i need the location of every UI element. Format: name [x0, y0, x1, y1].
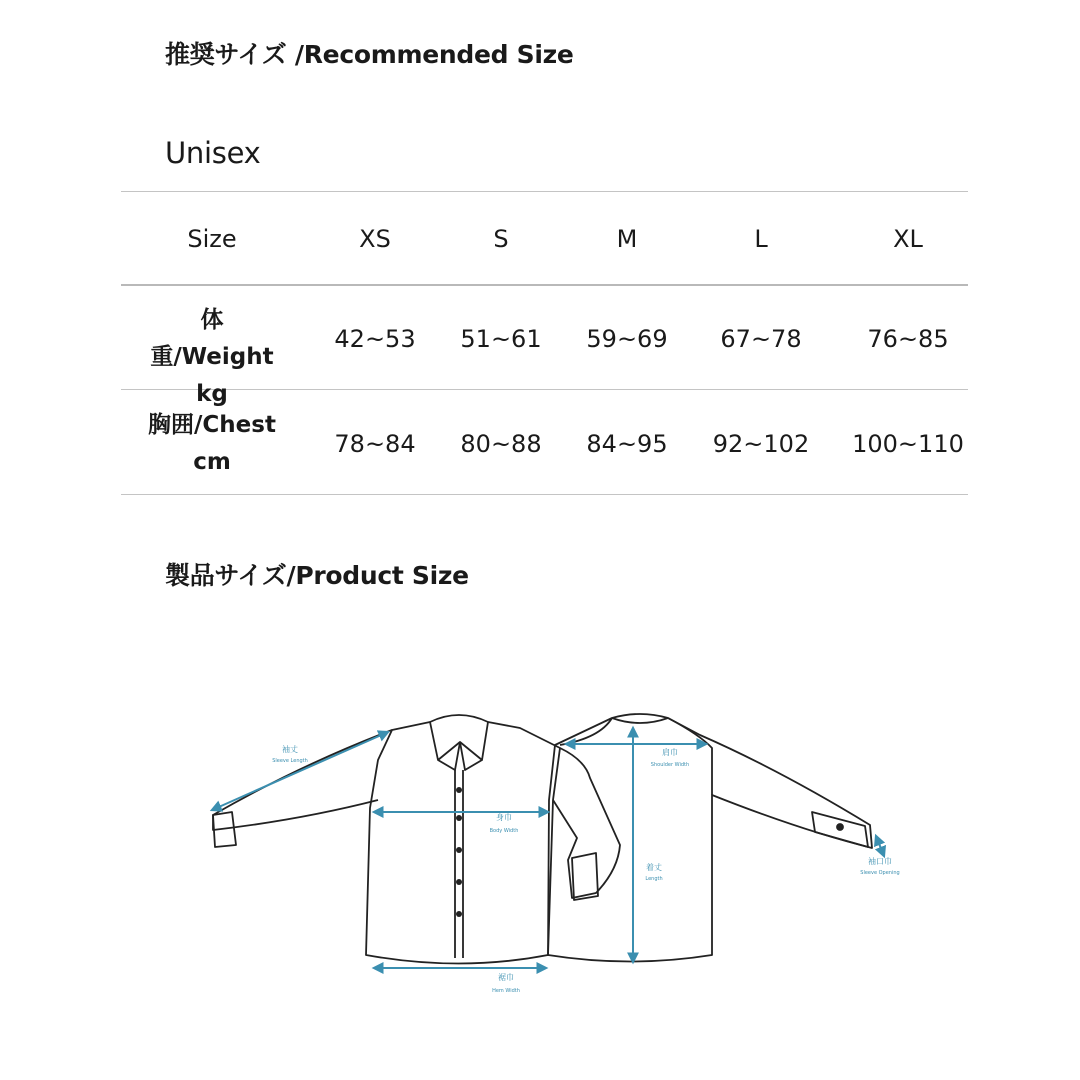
- header-l: L: [754, 225, 768, 253]
- chest-s: 80~88: [460, 430, 542, 458]
- shoulder-width-en: Shoulder Width: [650, 762, 690, 768]
- weight-xl: 76~85: [867, 325, 949, 353]
- weight-m: 59~69: [586, 325, 668, 353]
- hem-width-en: Hem Width: [492, 988, 520, 994]
- measure-labels: [272, 744, 900, 994]
- chest-m: 84~95: [586, 430, 668, 458]
- row-label-chest-line1: 胸囲/Chest: [148, 412, 276, 438]
- weight-s: 51~61: [460, 325, 542, 353]
- shoulder-width-jp: 肩巾: [662, 748, 678, 757]
- front-buttons: [456, 787, 462, 917]
- body-width-en: Body Width: [489, 828, 519, 834]
- length-en: Length: [645, 876, 663, 882]
- chest-xl: 100~110: [852, 430, 964, 458]
- header-xl: XL: [893, 225, 923, 253]
- header-size: Size: [187, 225, 237, 253]
- row-label-chest-unit: cm: [193, 449, 231, 475]
- chest-l: 92~102: [712, 430, 810, 458]
- sleeve-length-en: Sleeve Length: [272, 758, 308, 764]
- unisex-label: Unisex: [165, 136, 261, 170]
- row-label-weight-line1: 体重/Weight: [150, 307, 274, 370]
- length-jp: 着丈: [646, 863, 662, 872]
- weight-l: 67~78: [720, 325, 802, 353]
- header-m: M: [616, 225, 638, 253]
- sleeve-length-jp: 袖丈: [282, 745, 298, 754]
- sleeve-opening-jp: 袖口巾: [868, 857, 892, 866]
- sleeve-opening-en: Sleeve Opening: [860, 870, 900, 876]
- product-size-heading: 製品サイズ/Product Size: [165, 561, 469, 590]
- recommended-size-heading: 推奨サイズ /Recommended Size: [165, 40, 574, 69]
- shirt-back-icon: [548, 714, 872, 962]
- header-s: S: [493, 225, 509, 253]
- header-xs: XS: [359, 225, 391, 253]
- hem-width-jp: 裾巾: [498, 973, 514, 982]
- weight-xs: 42~53: [334, 325, 416, 353]
- body-width-jp: 身巾: [496, 813, 512, 822]
- row-label-weight-unit: kg: [196, 381, 228, 407]
- shirt-front-icon: [213, 715, 620, 964]
- chest-xs: 78~84: [334, 430, 416, 458]
